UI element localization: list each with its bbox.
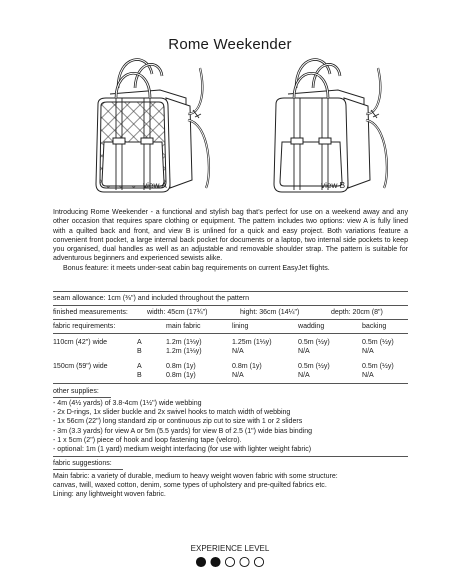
experience-level-rating [190, 555, 270, 569]
suggestion-line: Main fabric: a variety of durable, medium to heavy weight woven fabric with some structure: [53, 473, 338, 480]
list-item: - 1x 56cm (22") long standard zip or continuous zip cut to size with 1 or 2 sliders [53, 418, 303, 426]
divider [53, 291, 408, 292]
table-cell: 1.2m (1⅓y) [166, 339, 202, 346]
table-cell: 1.2m (1⅓y) [166, 348, 202, 355]
seam-allowance: seam allowance: 1cm (⅜") and included throughout the pattern [53, 295, 250, 302]
bag-view-b-drawing [274, 60, 387, 192]
suggestion-line: canvas, twill, waxed cotton, denim, some types of upholstery and pre-quilted fabrics etc. [53, 482, 327, 490]
experience-dot-filled [211, 557, 220, 566]
table-cell-width: 110cm (42") wide [53, 339, 108, 346]
column-header: main fabric [166, 323, 201, 330]
intro-text [53, 208, 408, 273]
experience-dot-empty [225, 557, 234, 566]
divider [53, 456, 408, 457]
fabric-suggestions-text [53, 472, 411, 500]
column-header: lining [232, 323, 249, 330]
other-supplies-label: other supplies: [53, 388, 99, 395]
table-cell: N/A [232, 372, 244, 379]
table-cell: 1.25m (1⅓y) [232, 339, 272, 346]
table-cell-view: B [137, 372, 142, 379]
list-item: - 4m (4½ yards) of 3.8-4cm (1½") wide webbing [53, 400, 202, 407]
page-title: Rome Weekender [168, 36, 292, 53]
table-cell: 0.8m (1y) [166, 372, 196, 379]
table-cell: 0.5m (½y) [362, 339, 394, 346]
list-item: - 3m (3.3 yards) for view A or 5m (5.5 yards) for view B of 2.5 (1") wide bias binding [53, 427, 313, 435]
table-cell-view: A [137, 339, 142, 346]
column-header: wadding [298, 323, 325, 330]
divider [53, 383, 408, 384]
divider [53, 397, 111, 398]
bag-illustrations [0, 54, 460, 202]
table-cell: 0.8m (1y) [232, 363, 262, 370]
experience-level-label: EXPERIENCE LEVEL [190, 544, 270, 553]
fabric-suggestions-label: fabric suggestions: [53, 460, 112, 467]
list-item: - 2x D-rings, 1x slider buckle and 2x swivel hooks to match width of webbing [53, 409, 291, 417]
fabric-requirements-label: fabric requirements: [53, 323, 116, 330]
view-b-label: view B [321, 181, 346, 190]
divider [53, 333, 408, 334]
suggestion-line: Lining: any lightweight woven fabric. [53, 491, 166, 499]
table-cell: N/A [362, 348, 374, 355]
table-cell: N/A [362, 372, 374, 379]
table-cell: 0.5m (½y) [298, 339, 330, 346]
list-item: - optional: 1m (1 yard) medium weight interfacing (for use with lighter weight fabric) [53, 446, 312, 454]
list-item: - 1 x 5cm (2") piece of hook and loop fastening tape (velcro). [53, 436, 242, 444]
table-cell: N/A [298, 348, 310, 355]
table-cell: N/A [298, 372, 310, 379]
intro-paragraph: Introducing Rome Weekender - a functional and stylish bag that’s perfect for use on a weekend away and any other occasion that requires spare clothing or equipment. The pattern includes two options: view A is fully lined with a quilted back and front, and view B is unlined for a quick and easy project. Both variations feature a convenient front pocket, a large internal back pocket for documents or a laptop, two internal side pockets to keep you organised, dual handles as well as an adjustable and removable shoulder strap. The pattern is suitable for adventurous beginners and experienced sewists alike. [53, 209, 408, 263]
column-header: backing [362, 323, 387, 330]
divider [53, 469, 123, 470]
bag-view-a-drawing [96, 60, 209, 192]
divider [53, 319, 408, 320]
table-cell: N/A [232, 348, 244, 355]
view-a-label: view A [143, 181, 167, 190]
measurement-depth: depth: 20cm (8") [331, 309, 383, 316]
supplies-list [53, 399, 413, 454]
experience-dot-empty [240, 557, 249, 566]
table-cell-view: A [137, 363, 142, 370]
table-cell: 0.5m (½y) [298, 363, 330, 370]
divider [53, 305, 408, 306]
table-cell-view: B [137, 348, 142, 355]
experience-dot-empty [254, 557, 263, 566]
bonus-feature-text: Bonus feature: it meets under-seat cabin bag requirements on current EasyJet flights. [63, 264, 330, 272]
table-cell: 0.5m (½y) [362, 363, 394, 370]
measurement-width: width: 45cm (17¾") [147, 309, 208, 316]
table-cell-width: 150cm (59") wide [53, 363, 108, 370]
experience-dot-filled [196, 557, 205, 566]
table-cell: 0.8m (1y) [166, 363, 196, 370]
measurements-label: finished measurements: [53, 309, 128, 316]
measurement-height: hight: 36cm (14¼") [240, 309, 300, 316]
